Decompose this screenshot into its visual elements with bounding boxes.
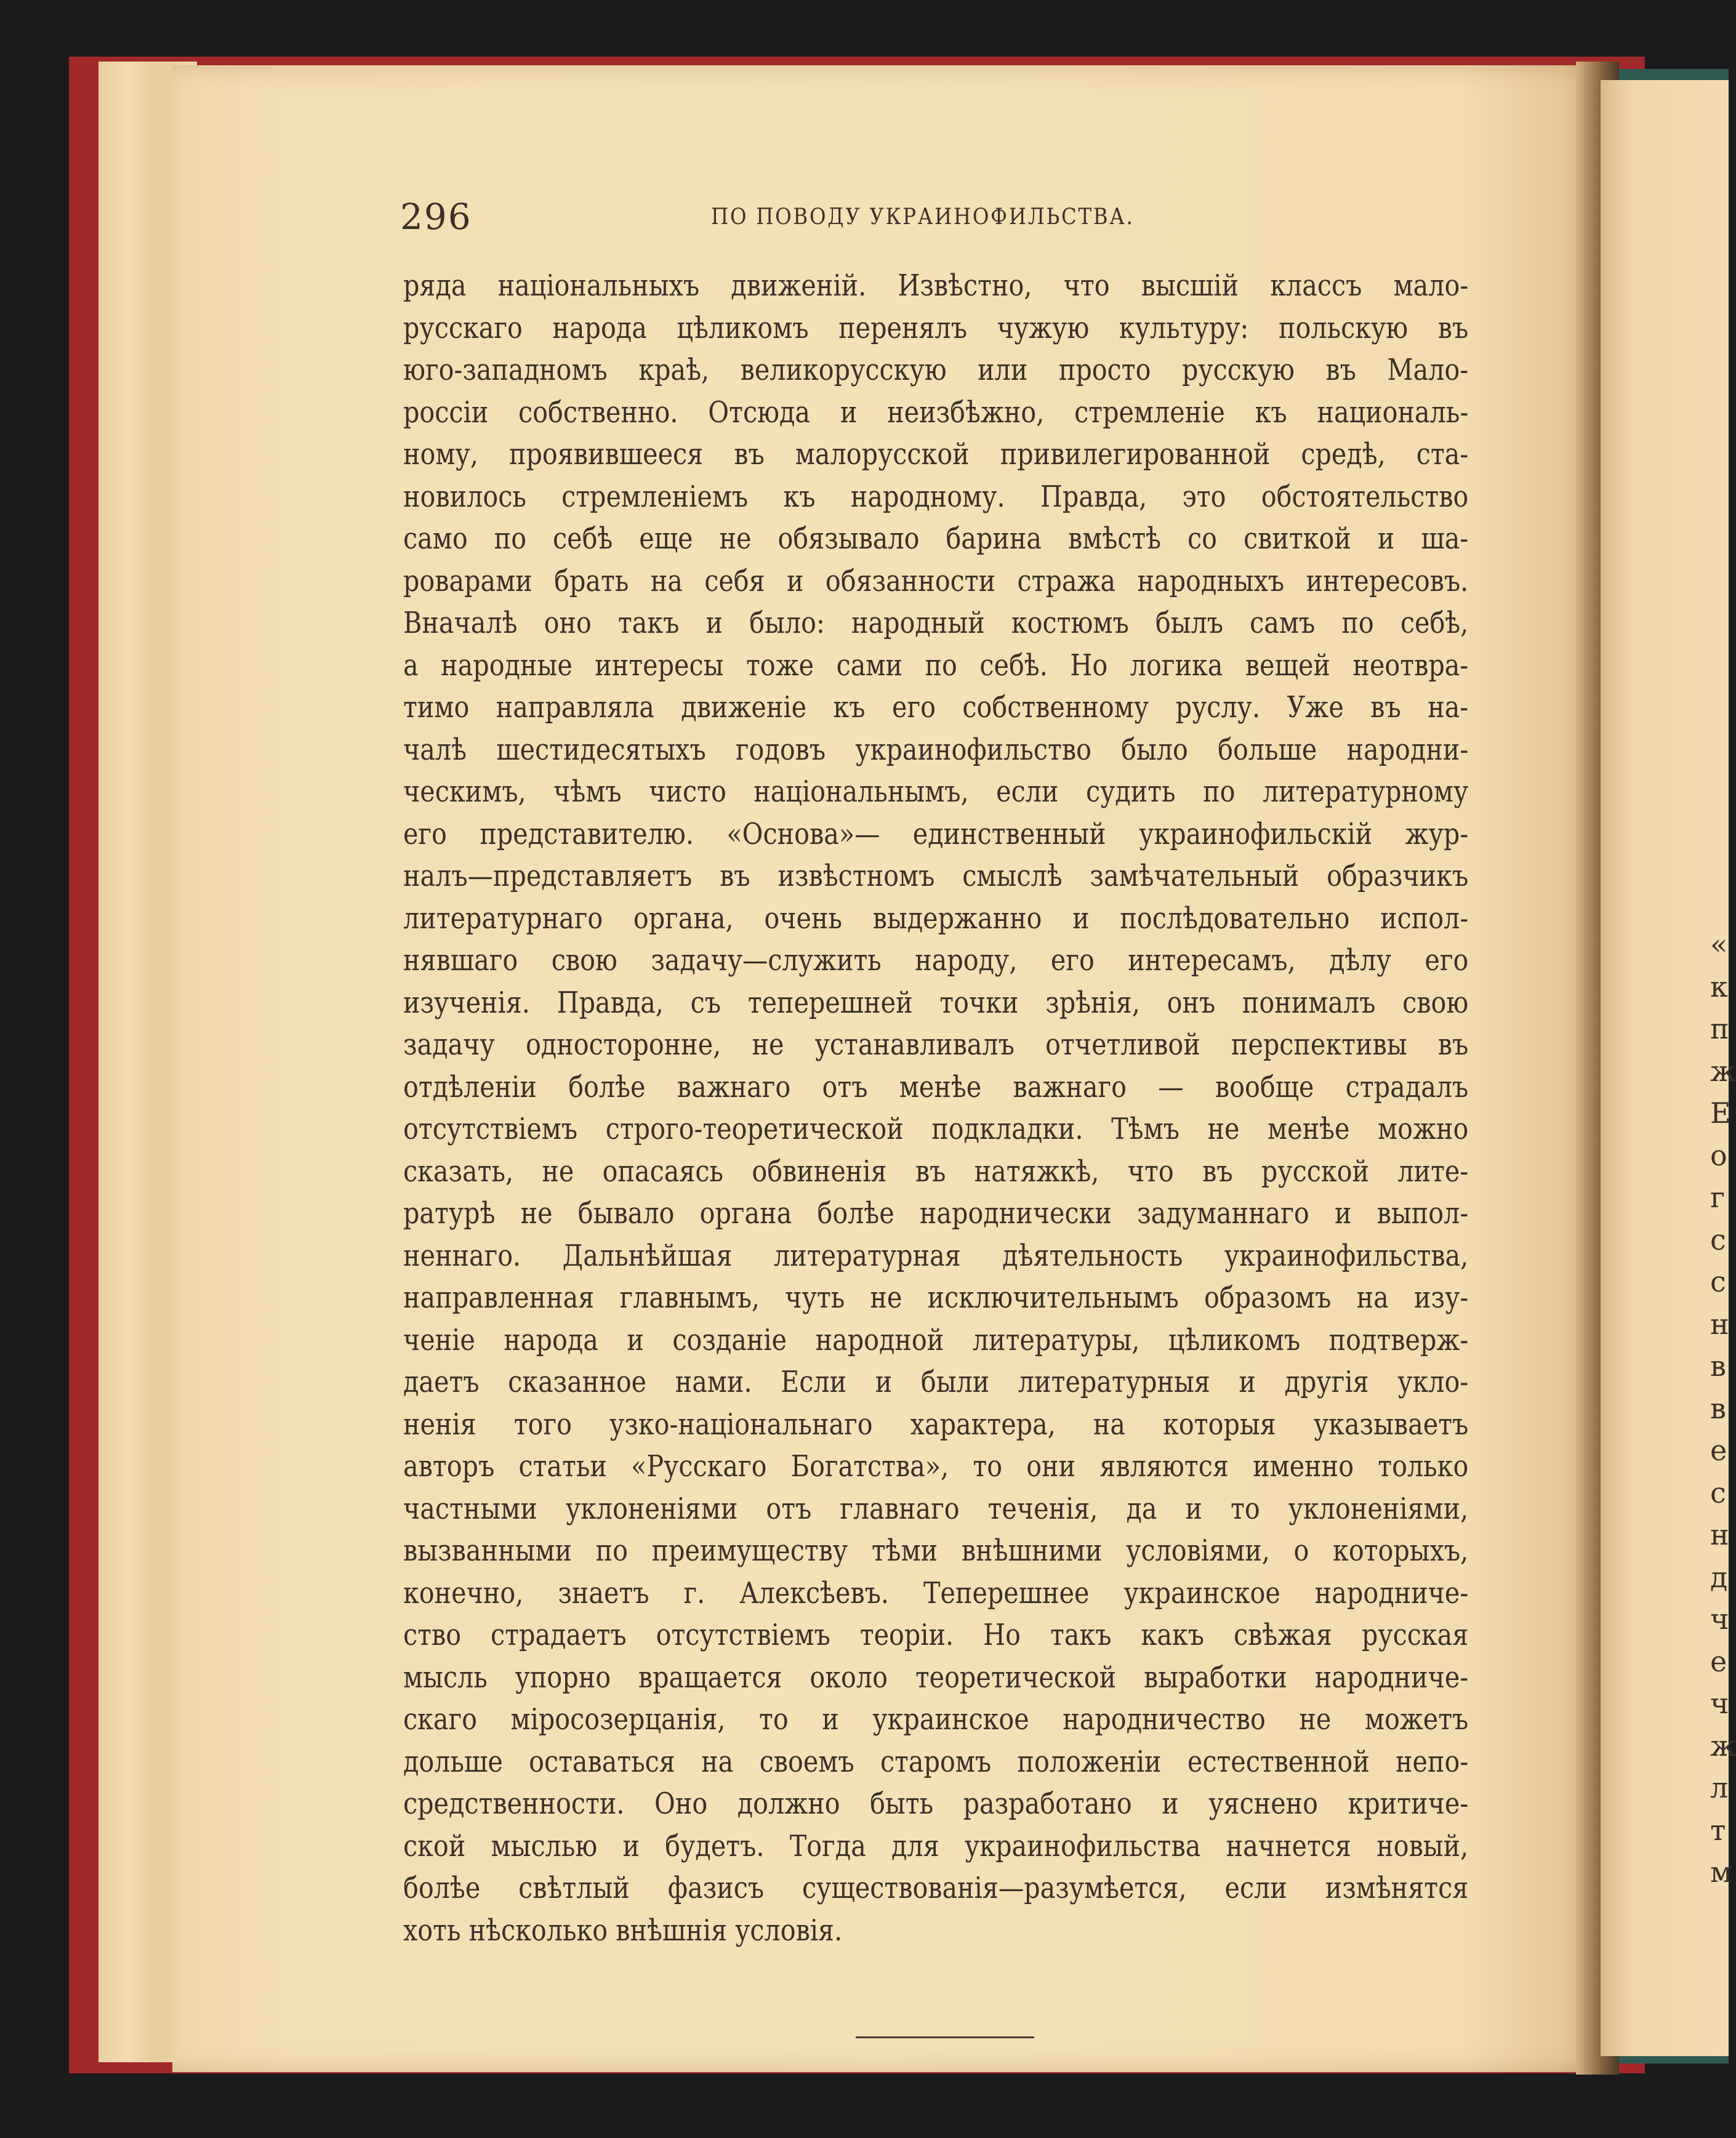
- text-line: сказать, не опасаясь обвиненія въ натяжкѣ, что въ русской лите-: [403, 1154, 1469, 1189]
- text-line: вызванными по преимуществу тѣми внѣшними условіями, о которыхъ,: [403, 1533, 1469, 1568]
- text-line: юго-западномъ краѣ, великорусскую или просто русскую въ Мало-: [403, 353, 1469, 387]
- text-line: нявшаго свою задачу—служить народу, его интересамъ, дѣлу его: [403, 943, 1469, 978]
- text-line: болѣе свѣтлый фазисъ существованія—разумѣется, если измѣнятся: [403, 1871, 1469, 1905]
- body-text: [403, 265, 1468, 1951]
- text-line: роварами брать на себя и обязанности стража народныхъ интересовъ.: [403, 563, 1469, 598]
- text-line: тимо направляла движеніе къ его собственному руслу. Уже въ на-: [403, 690, 1469, 725]
- text-line: россіи собственно. Отсюда и неизбѣжно, стремленіе къ националь-: [403, 395, 1469, 430]
- facing-page-letter: н: [1710, 1307, 1729, 1341]
- text-line: отдѣленіи болѣе важнаго отъ менѣе важнаго — вообще страдалъ: [403, 1069, 1469, 1104]
- facing-page-edge-text: [1710, 923, 1736, 1894]
- text-line: налъ—представляетъ въ извѣстномъ смыслѣ замѣчательный образчикъ: [403, 859, 1469, 893]
- text-line: литературнаго органа, очень выдержанно и послѣдовательно испол-: [403, 901, 1469, 936]
- text-line: даетъ сказанное нами. Если и были литературныя и другія укло-: [403, 1365, 1469, 1399]
- text-line: русскаго народа цѣликомъ перенялъ чужую культуру: польскую въ: [403, 310, 1469, 345]
- text-line: направленная главнымъ, чуть не исключительнымъ образомъ на изу-: [403, 1280, 1469, 1315]
- text-line: хоть нѣсколько внѣшнія условія.: [403, 1913, 843, 1948]
- text-line: изученія. Правда, съ теперешней точки зрѣнія, онъ понималъ свою: [403, 985, 1469, 1020]
- text-line: ряда національныхъ движеній. Извѣстно, что высшій классъ мало-: [403, 268, 1469, 303]
- text-line: ченіе народа и созданіе народной литературы, цѣликомъ подтверж-: [403, 1322, 1469, 1357]
- facing-page-letter: «: [1710, 928, 1728, 961]
- facing-page-letter: с: [1710, 1476, 1726, 1509]
- facing-page-letter: с: [1710, 1223, 1726, 1256]
- facing-page-letter: в: [1710, 1391, 1726, 1425]
- text-line: а народные интересы тоже сами по себѣ. Но логика вещей неотвра-: [403, 648, 1469, 683]
- text-line: Вначалѣ оно такъ и было: народный костюмъ былъ самъ по себѣ,: [403, 606, 1469, 640]
- running-head: [400, 196, 1477, 239]
- text-line: ской мыслью и будетъ. Тогда для украинофильства начнется новый,: [403, 1828, 1469, 1863]
- text-line: ратурѣ не бывало органа болѣе народнически задуманнаго и выпол-: [403, 1196, 1469, 1231]
- text-line: чалѣ шестидесятыхъ годовъ украинофильство было больше народни-: [403, 732, 1469, 767]
- facing-page-letter: ж: [1710, 1729, 1736, 1762]
- running-title: ПО ПОВОДУ УКРАИНОФИЛЬСТВА.: [711, 204, 1135, 230]
- facing-page-letter: т: [1710, 1813, 1726, 1847]
- facing-page-letter: ж: [1710, 1054, 1736, 1088]
- text-line: конечно, знаетъ г. Алексѣевъ. Теперешнее украинское народниче-: [403, 1575, 1469, 1610]
- text-line: само по себѣ еще не обязывало барина вмѣстѣ со свиткой и ша-: [403, 521, 1469, 556]
- page-number: 296: [400, 196, 472, 238]
- facing-page-letter: ч: [1710, 1602, 1729, 1636]
- facing-page-letter: о: [1710, 1138, 1727, 1172]
- facing-page-letter: к: [1710, 970, 1728, 1003]
- facing-page-letter: е: [1710, 1644, 1727, 1678]
- text-line: ческимъ, чѣмъ чисто національнымъ, если судить по литературному: [403, 774, 1469, 809]
- text-line: новилось стремленіемъ къ народному. Правда, это обстоятельство: [403, 479, 1469, 514]
- text-line: ненія того узко-національнаго характера, на которыя указываетъ: [403, 1407, 1469, 1442]
- text-line: ному, проявившееся въ малорусской привилегированной средѣ, ста-: [403, 437, 1469, 472]
- text-line: задачу односторонне, не устанавливалъ отчетливой перспективы въ: [403, 1027, 1469, 1062]
- facing-page-letter: н: [1710, 1518, 1729, 1551]
- right-page: [1601, 80, 1736, 2056]
- text-line: мысль упорно вращается около теоретической выработки народниче-: [403, 1660, 1469, 1695]
- text-line: ство страдаетъ отсутствіемъ теоріи. Но такъ какъ свѣжая русская: [403, 1618, 1469, 1652]
- facing-page-letter: л: [1710, 1771, 1729, 1804]
- text-line: скаго міросозерцанія, то и украинское народничество не можетъ: [403, 1702, 1469, 1737]
- text-line: неннаго. Дальнѣйшая литературная дѣятельность украинофильства,: [403, 1238, 1469, 1273]
- facing-page-letter: ч: [1710, 1687, 1729, 1720]
- facing-page-letter: д: [1710, 1560, 1728, 1594]
- text-line: дольше оставаться на своемъ старомъ положеніи естественной непо-: [403, 1744, 1469, 1779]
- end-rule: [856, 2036, 1034, 2038]
- facing-page-letter: с: [1710, 1265, 1726, 1298]
- text-line: авторъ статьи «Русскаго Богатства», то они являются именно только: [403, 1449, 1469, 1484]
- facing-page-letter: Е: [1710, 1096, 1731, 1130]
- facing-page-letter: г: [1710, 1181, 1726, 1214]
- text-line: его представителю. «Основа»— единственный украинофильскій жур-: [403, 816, 1469, 851]
- facing-page-letter: в: [1710, 1349, 1726, 1383]
- text-line: средственности. Оно должно быть разработано и уяснено критиче-: [403, 1786, 1469, 1821]
- facing-page-letter: е: [1710, 1434, 1727, 1467]
- text-line: отсутствіемъ строго-теоретической подкладки. Тѣмъ не менѣе можно: [403, 1112, 1469, 1146]
- text-line: частными уклоненіями отъ главнаго теченія, да и то уклоненіями,: [403, 1491, 1469, 1526]
- facing-page-letter: п: [1710, 1012, 1729, 1045]
- facing-page-letter: м: [1710, 1855, 1732, 1889]
